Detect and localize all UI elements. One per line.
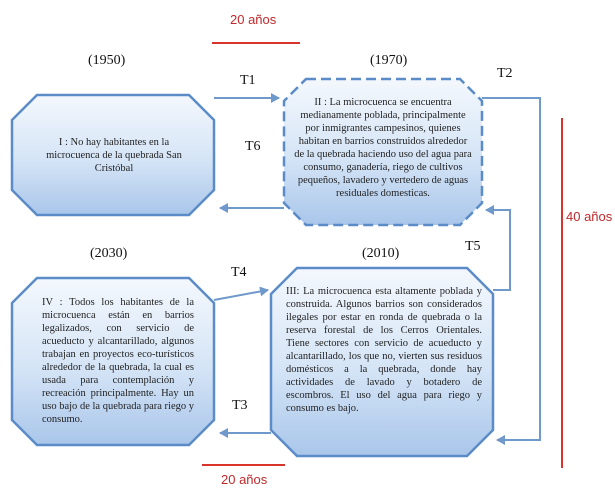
node-2010-text: III: La microcuenca esta altamente poblada y construida. Algunos barrios son considerados ilegales por estar en ronda de quebrada o la reserva forestal de los Cerros Orientales. Tiene sectores con servicio de acueducto y alcantarillado, los que no, vierten sus residuos domésticos a la quebrada, donde hay actividades de lavado y botadero de escombros. El uso del agua para riego y consumo es bajo.: [286, 286, 482, 414]
t2-label: T2: [497, 66, 513, 81]
arrow-t5: [486, 210, 510, 290]
node-1950-text: I : No hay habitantes en la microcuenca de la quebrada San Cristóbal: [46, 137, 182, 174]
t5-label: T5: [465, 239, 481, 254]
right-span-label: 40 años: [566, 209, 613, 224]
year-1970-label: (1970): [370, 53, 408, 68]
t3-label: T3: [232, 398, 248, 413]
t1-label: T1: [240, 73, 256, 88]
year-1950-label: (1950): [88, 53, 126, 68]
t6-label: T6: [245, 139, 261, 154]
top-span-label: 20 años: [230, 12, 277, 27]
t4-label: T4: [231, 265, 247, 280]
bottom-span-label: 20 años: [221, 472, 268, 487]
year-2010-label: (2010): [362, 246, 400, 261]
year-2030-label: (2030): [90, 246, 128, 261]
node-1970-text: II : La microcuenca se encuentra medianamente poblada, principalmente por inmigrantes campesinos, quienes habitan en barrios construidos alrededor de la quebrada haciendo uso del agua para consumo, ganadería, riego de cultivos pequeños, lavadero y vertedero de aguas residuales domesticas.: [294, 97, 472, 199]
arrow-t4: [214, 290, 268, 300]
node-2030-text: IV : Todos los habitantes de la microcuenca están en barrios legalizados, con servicio de acueducto y alcantarillado, algunos trabajan en proyectos eco-turísticos alrededor de la quebrada, la cual es usada para contemplación y recreación principalmente. Hay un uso bajo de la quebrada para riego y consumo.: [42, 297, 194, 425]
